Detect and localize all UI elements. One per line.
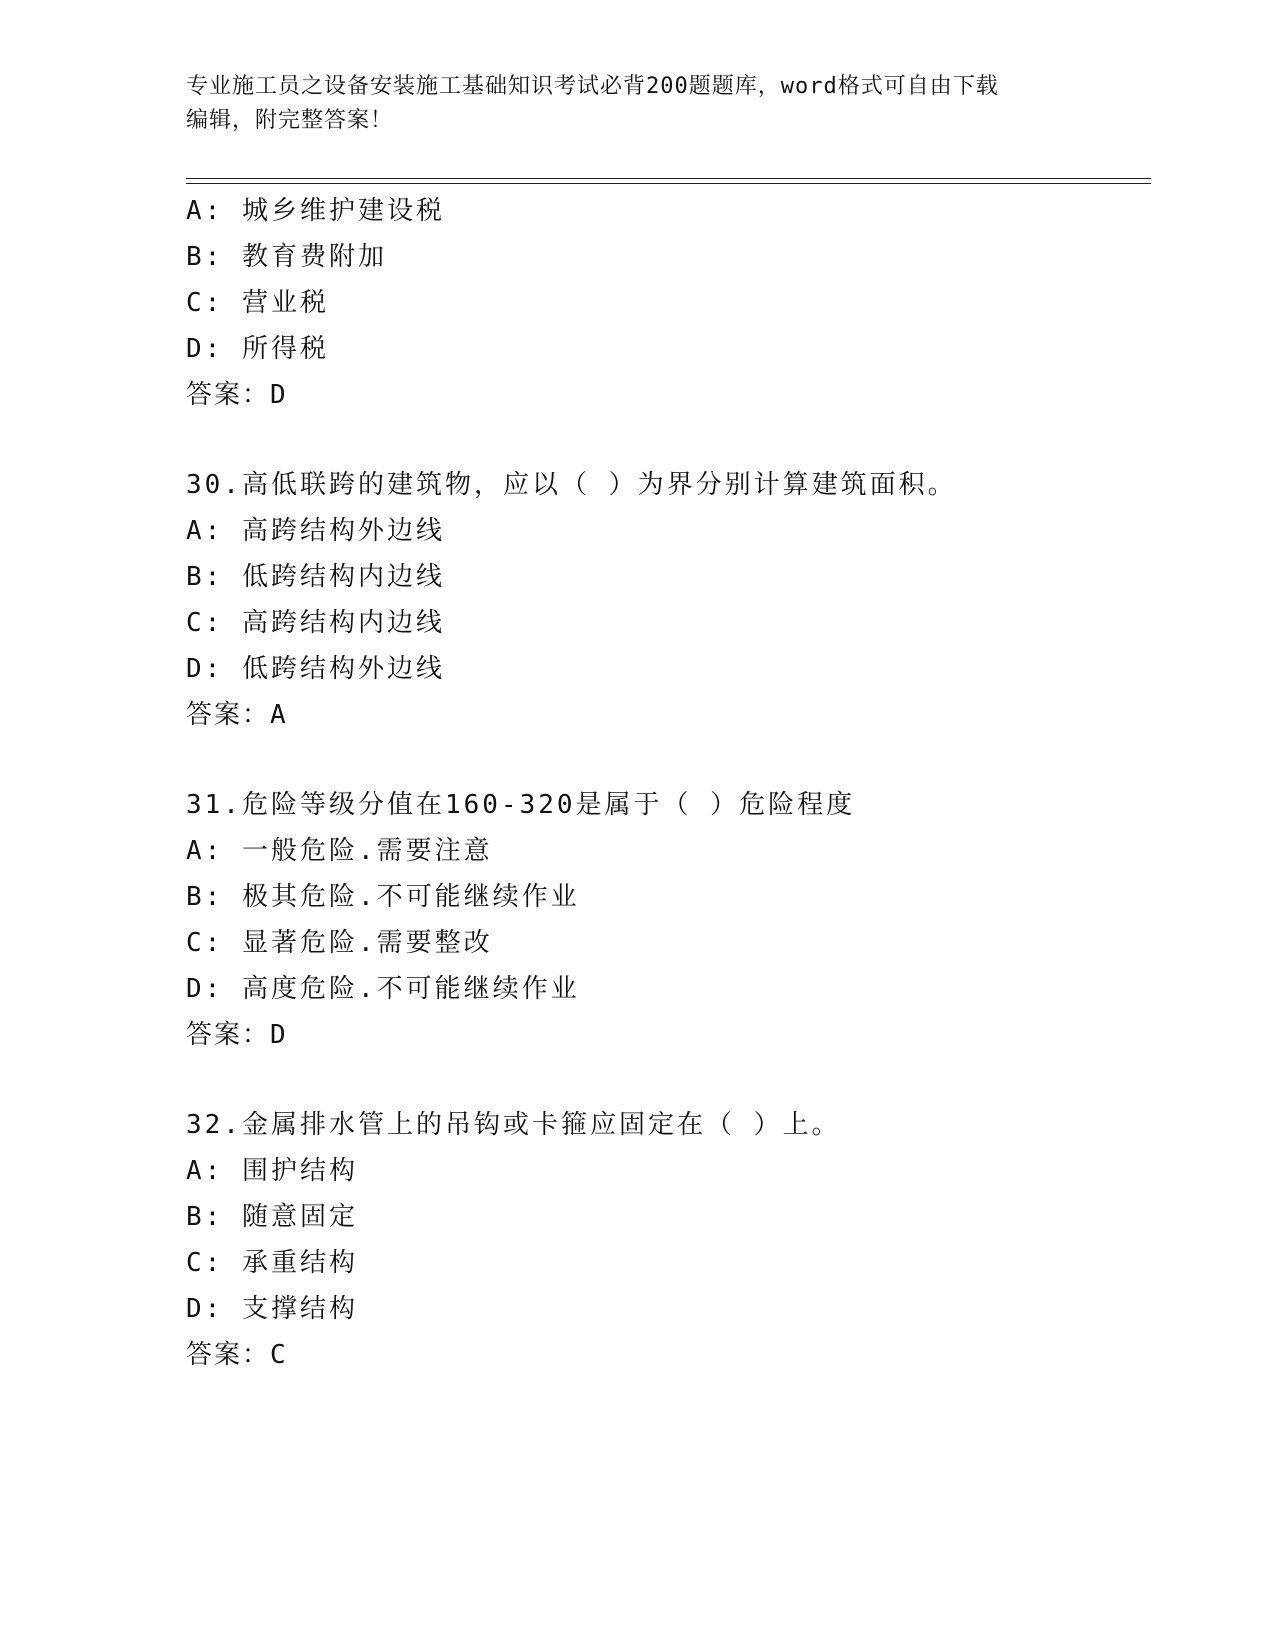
option-b: B: 低跨结构内边线 [186, 562, 445, 592]
option-d: D: 高度危险.不可能继续作业 [186, 974, 580, 1004]
option-c: C: 显著危险.需要整改 [186, 928, 493, 958]
answer-label: 答案： [186, 1340, 271, 1370]
document-page [186, 0, 1151, 1650]
answer-value: D [270, 1020, 286, 1050]
header-title-line-2: 编辑，附完整答案！ [186, 108, 394, 133]
option-c: C: 高跨结构内边线 [186, 608, 445, 638]
option-d: D: 所得税 [186, 334, 329, 364]
option-a: A: 一般危险.需要注意 [186, 836, 493, 866]
question-block-32 [186, 1102, 1151, 1378]
answer-value: C [270, 1340, 286, 1370]
answer-value: A [270, 700, 286, 730]
answer-line [186, 372, 1151, 418]
answer-value: D [270, 380, 286, 410]
question-block-prev [186, 188, 1151, 418]
option-b: B: 教育费附加 [186, 242, 387, 272]
answer-label: 答案： [186, 700, 271, 730]
option-a: A: 高跨结构外边线 [186, 516, 445, 546]
answer-label: 答案： [186, 380, 271, 410]
option-b: B: 随意固定 [186, 1202, 358, 1232]
answer-label: 答案： [186, 1020, 271, 1050]
header-divider-top [186, 178, 1151, 179]
question-list [186, 188, 1151, 1378]
answer-line [186, 1332, 1151, 1378]
option-d: D: 低跨结构外边线 [186, 654, 445, 684]
answer-line [186, 692, 1151, 738]
question-stem: 30.高低联跨的建筑物，应以（ ）为界分别计算建筑面积。 [186, 470, 957, 500]
option-a: A: 围护结构 [186, 1156, 358, 1186]
option-c: C: 承重结构 [186, 1248, 358, 1278]
header-title-line-1: 专业施工员之设备安装施工基础知识考试必背200题题库，word格式可自由下载 [186, 74, 999, 99]
question-stem: 32.金属排水管上的吊钩或卡箍应固定在（ ）上。 [186, 1110, 841, 1140]
header-divider-bottom [186, 183, 1151, 184]
question-block-31 [186, 782, 1151, 1058]
question-block-30 [186, 462, 1151, 738]
question-stem: 31.危险等级分值在160-320是属于（ ）危险程度 [186, 790, 856, 820]
answer-line [186, 1012, 1151, 1058]
option-b: B: 极其危险.不可能继续作业 [186, 882, 580, 912]
option-c: C: 营业税 [186, 288, 329, 318]
document-header [186, 70, 1086, 138]
option-d: D: 支撑结构 [186, 1294, 358, 1324]
option-a: A: 城乡维护建设税 [186, 196, 445, 226]
